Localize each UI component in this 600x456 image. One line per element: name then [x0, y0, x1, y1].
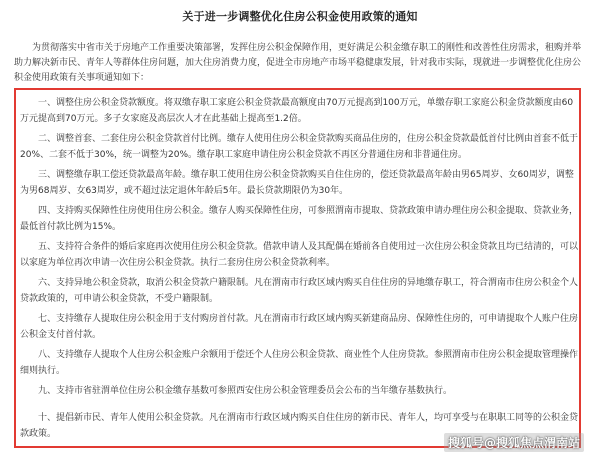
- policy-item-1: 一、调整住房公积金贷款额度。将双缴存职工家庭公积金贷款最高额度由70万元提高到100万元，单缴存职工家庭公积金贷款额度由60万元提高到70万元。多子女家庭及高层次人才在此基础上提高至1.2倍。: [20, 98, 574, 124]
- policy-item-7: 七、支持缴存人提取住房公积金用于支付购房首付款。凡在渭南市行政区域内购买新建商品房、保障性住房的，可申请提取个人账户住房公积金支付首付款。: [20, 314, 579, 340]
- policy-item-8: 八、支持缴存人提取个人住房公积金账户余额用于偿还个人住房公积金贷款、商业性个人住房贷款。参照渭南市住房公积金提取管理操作细则执行。: [20, 350, 579, 376]
- policy-item-6: 六、支持异地公积金贷款，取消公积金贷款户籍限制。凡在渭南市行政区域内购买自住住房的异地缴存职工，符合渭南市住房公积金个人贷款政策的，可申请公积金贷款，不受户籍限制。: [20, 278, 579, 304]
- policy-item-4: 四、支持购买保障性住房使用住房公积金。缴存人购买保障性住房，可参照渭南市提取、贷款政策申请办理住房公积金提取、贷款业务，最低首付款比例为15%。: [20, 206, 579, 232]
- intro-paragraph: 为贯彻落实中省市关于房地产工作重要决策部署，发挥住房公积金保障作用，更好满足公积金缴存职工的刚性和改善性住房需求，租购并举助力解决新市民、青年人等群体住房问题，加大住房消费力度，促进全市房地产市场平稳健康发展，针对我市实际，现就进一步调整优化住房公积金使用政策有关事项通知如下：: [14, 43, 582, 83]
- policy-item-10: 十、提倡新市民、青年人使用公积金贷款。凡在渭南市行政区域内购买自住住房的新市民、青年人，均可享受与在职职工同等的公积金贷款政策。: [20, 413, 579, 439]
- policy-item-5: 五、支持符合条件的婚后家庭再次使用住房公积金贷款。借款申请人及其配偶在婚前各自使用过一次住房公积金贷款且均已结清的，可以以家庭为单位再次申请一次住房公积金贷款。执行二套房住房公积金贷款利率。: [20, 242, 579, 268]
- source-watermark: 搜狐号@搜狐焦点渭南站: [444, 433, 584, 452]
- policy-item-9: 九、支持市省驻渭单位住房公积金缴存基数可参照西安住房公积金管理委员会公布的当年缴存基数执行。: [38, 386, 453, 396]
- policy-item-3: 三、调整缴存职工偿还贷款最高年龄。缴存职工使用住房公积金贷款购买自住住房的，偿还贷款最高年龄由男65周岁、女60周岁，调整为男68周岁、女63周岁，或不超过法定退休年龄后5年。最长贷款期限仍为30年。: [20, 170, 574, 196]
- document-title: 关于进一步调整优化住房公积金使用政策的通知: [182, 10, 418, 23]
- policy-item-2: 二、调整首套、二套住房公积金贷款首付比例。缴存人使用住房公积金贷款购买商品住房的，住房公积金贷款最低首付比例由首套不低于20%、二套不低于30%，统一调整为20%。缴存职工家庭申请住房公积金贷款不再区分普通住房和非普通住房。: [20, 134, 579, 160]
